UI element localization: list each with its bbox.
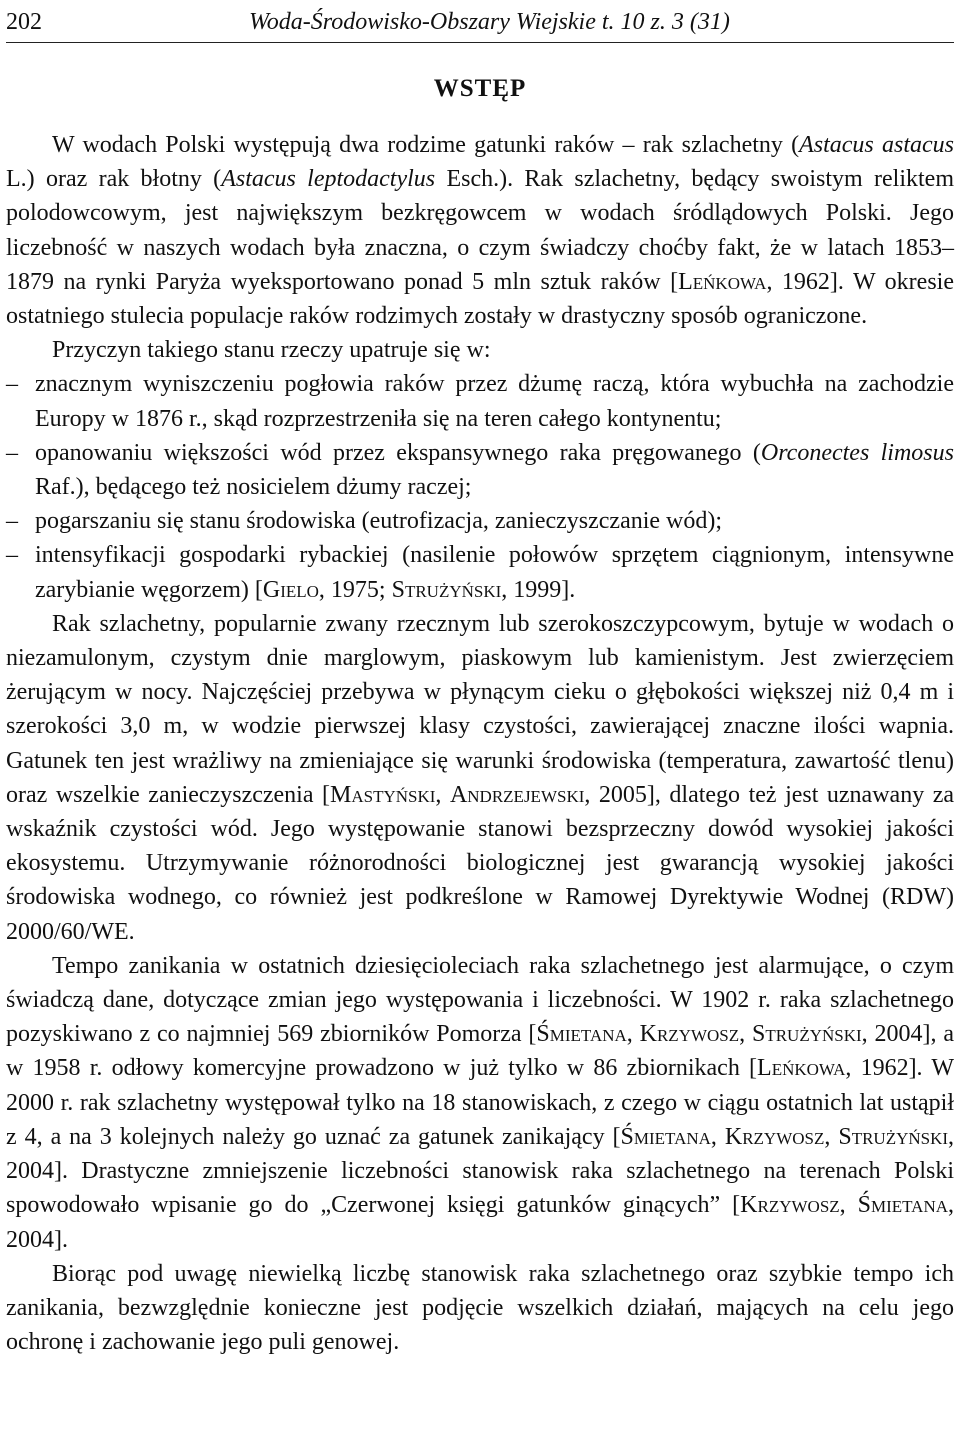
text-run: , 2004].	[6, 1192, 955, 1253]
list-dash: –	[6, 371, 18, 398]
citation-author: Strużyński	[751, 1021, 862, 1048]
text-run: , 1962]. W 2000 r. rak szlachetny występował tylko na 18 stanowiskach, z czego w ciągu ostatnich lat ustąpił z 4, a na 3 kolejnych należy go uznać za gatunek zanikający [	[6, 1055, 954, 1150]
list-item	[6, 538, 954, 606]
text-run: Esch.). Rak szlachetny, będący swoistym reliktem polodowcowym, jest największym bezkręgowcem w wodach śródlądowych Polski. Jego liczebność w naszych wodach była znaczna, o czym świadczy choćby fakt, że w latach 1853–1879 na rynki Paryża wyeksportowano ponad 5 mln sztuk raków [	[6, 166, 954, 295]
text-run: , 2005], dlatego też jest uznawany za wskaźnik czystości wód. Jego występowanie stanowi bezsprzeczny dowód wysokiej jakości ekosystemu. Utrzymywanie różnorodności biologicznej jest gwarancją wysokiej jakości środowiska wodnego, co również jest podkreślone w Ramowej Dyrektywie Wodnej (RDW) 2000/60/WE.	[6, 781, 955, 945]
citation-author: Krzywosz	[740, 1192, 840, 1219]
text-run: ,	[626, 1021, 640, 1048]
citation-author: Śmietana	[857, 1192, 949, 1219]
text-run: , 1962]. W okresie ostatniego stulecia populacje raków rodzimych zostały w drastyczny sposób ograniczone.	[6, 268, 954, 330]
text-run: opanowaniu większości wód przez ekspansywnego raka pręgowanego (	[35, 439, 761, 466]
paragraph-causes-intro: Przyczyn takiego stanu rzeczy upatruje się w:	[52, 337, 491, 364]
text-run: pogarszaniu się stanu środowiska (eutrofizacja, zanieczyszczanie wód);	[35, 508, 723, 535]
citation-author: Strużyński	[391, 576, 502, 603]
citation-author: Gielo	[262, 576, 319, 603]
citation-author: Krzywosz	[724, 1123, 825, 1150]
text-run: , 2004], a w 1958 r. odłowy komercyjne prowadzono w już tylko w 86 zbiornikach [	[6, 1021, 954, 1082]
text-run: ,	[839, 1192, 858, 1219]
citation-author: Mastyński	[330, 781, 436, 808]
paragraph-decline	[6, 949, 954, 1257]
species-name: Orconectes limosus	[760, 439, 954, 466]
text-run: , 1999].	[501, 576, 576, 603]
species-name: Astacus leptodactylus	[221, 166, 436, 193]
text-run: ,	[710, 1123, 725, 1150]
section-title: WSTĘP	[433, 75, 527, 102]
list-dash: –	[6, 508, 18, 535]
citation-author: Leńkowa	[757, 1055, 846, 1082]
journal-running-title: Woda-Środowisko-Obszary Wiejskie t. 10 z. 3 (31)	[249, 9, 730, 35]
paragraph-habitat	[6, 607, 954, 949]
text-run: L.) oraz rak błotny (	[6, 166, 222, 193]
citation-author: Śmietana	[536, 1021, 627, 1048]
text-run: intensyfikacji gospodarki rybackiej (nasilenie połowów sprzętem ciągnionym, intensywne zarybianie węgorzem) [	[35, 542, 954, 603]
article-body	[6, 72, 954, 1359]
page-number: 202	[6, 9, 42, 35]
paragraph-conclusion: Biorąc pod uwagę niewielką liczbę stanowisk raka szlachetnego oraz szybkie tempo ich zanikania, bezwzględnie konieczne jest podjęcie wszelkich działań, mających na celu jego ochronę i zachowanie jego puli genowej.	[6, 1260, 954, 1356]
citation-author: Leńkowa	[678, 268, 767, 295]
citation-author: Andrzejewski	[449, 781, 585, 808]
text-run: ,	[435, 781, 450, 808]
causes-list	[6, 367, 954, 606]
species-name: Astacus astacus	[799, 132, 954, 158]
text-run: Tempo zanikania w ostatnich dziesięcioleciach raka szlachetnego jest alarmujące, o czym świadczą dane, dotyczące zmian jego występowania i liczebności. W 1902 r. raka szlachetnego pozyskiwano z co najmniej 569 zbiorników Pomorza [	[6, 952, 954, 1048]
text-run: Raf.), będącego też nosicielem dżumy raczej;	[35, 474, 472, 501]
list-item	[6, 436, 954, 504]
text-run: ,	[824, 1123, 839, 1150]
citation-author: Krzywosz	[639, 1021, 740, 1048]
paragraph-intro	[6, 128, 954, 333]
text-run: , 2004]. Drastyczne zmniejszenie liczebności stanowisk raka szlachetnego na terenach Polski spowodowało wpisanie go do „Czerwonej księgi gatunków ginących” [	[6, 1123, 955, 1219]
text-run: , 1975;	[318, 576, 392, 603]
text-run: W wodach Polski występują dwa rodzime gatunki raków – rak szlachetny (	[52, 132, 800, 158]
citation-author: Śmietana	[620, 1123, 711, 1150]
list-item	[6, 504, 954, 538]
running-header	[6, 6, 954, 43]
text-run: Rak szlachetny, popularnie zwany rzecznym lub szerokoszczypcowym, bytuje w wodach o niezamulonym, czystym dnie marglowym, piaskowym lub kamienistym. Jest zwierzęciem żerującym w nocy. Najczęściej przebywa w płynącym cieku o głębokości większej niż 0,4 m i szerokości 3,0 m, w wodzie pierwszej klasy czystości, zawierającej znaczne ilości wapnia. Gatunek ten jest wrażliwy na zmieniające się warunki środowiska (temperatura, zawartość tlenu) oraz wszelkie zanieczyszczenia [	[6, 610, 954, 808]
citation-author: Strużyński	[838, 1123, 949, 1150]
text-run: znacznym wyniszczeniu pogłowia raków przez dżumę raczą, która wybuchła na zachodzie Europy w 1876 r., skąd rozprzestrzeniła się na teren całego kontynentu;	[35, 371, 954, 432]
text-run: ,	[739, 1021, 752, 1048]
list-dash: –	[6, 439, 18, 466]
list-item	[6, 367, 954, 435]
list-dash: –	[6, 542, 18, 569]
